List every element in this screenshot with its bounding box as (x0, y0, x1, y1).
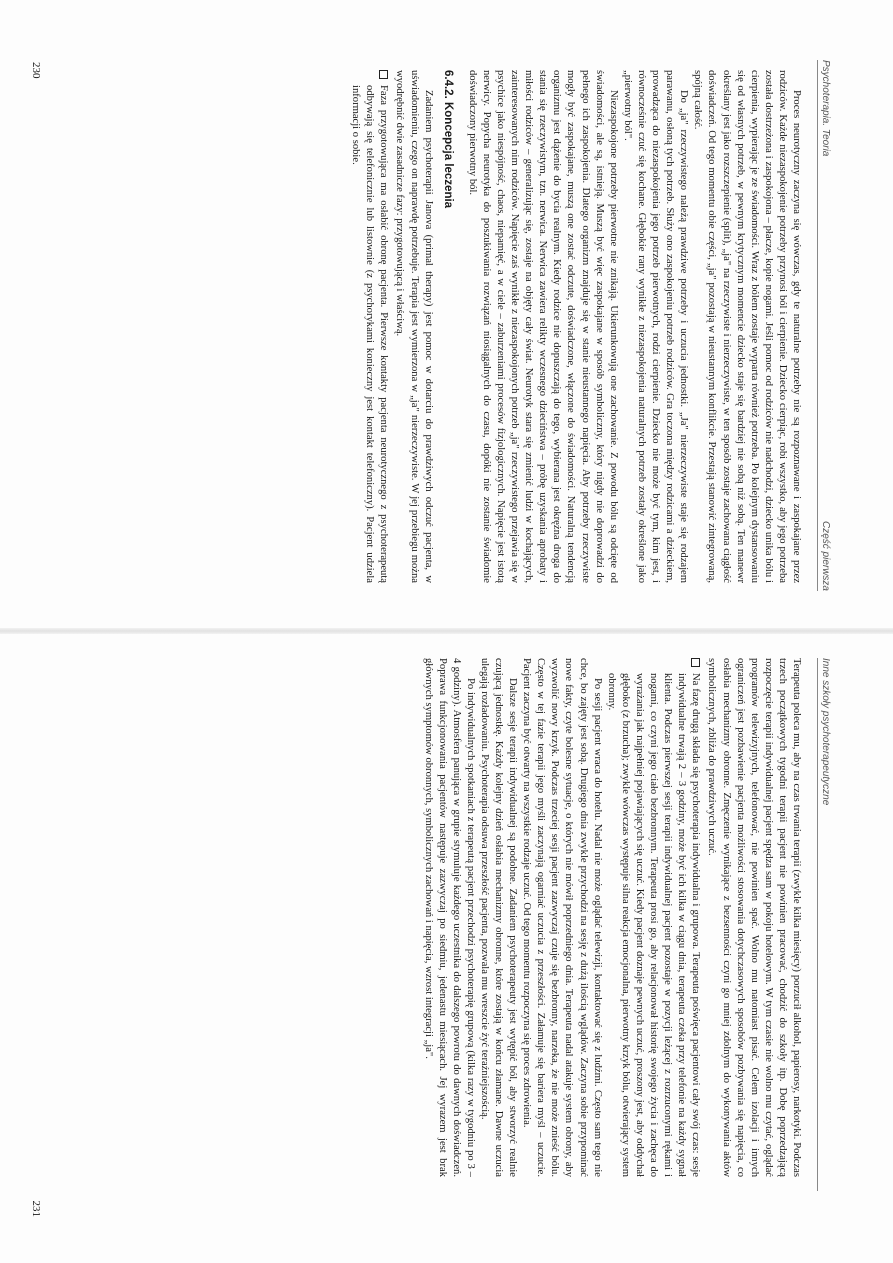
section-heading: 6.4.2. Koncepcja leczenia (441, 70, 454, 209)
running-head (817, 60, 831, 591)
paragraph: Terapeuta poleca mu, aby na czas trwania terapii (zwykle kilka miesięcy) porzucił alkohol, papierosy, narkotyki. Podczas trzech początkowych tygodni terapii pacjent nie powinien pracować, chodzić do szkoły itp. Dobę poprzedzającą rozpoczęcie terapii indywidualnej pacjent spędza sam w pokoju hotelowym. W tym czasie nie wolno mu czytać, oglądać programów telewizyjnych, telefonować, nie powinien spać. Wolno mu natomiast pisać. Celem izolacji i innych ograniczeń jest pozbawienie pacjenta możliwości stosowania dotychczasowych sposobów pozbywania się napięcia, co osłabia mechanizmy obronne. Zmęczenie wynikające z bezsenności czyni go mniej zdolnym do wykonywania aktów symbolicznych, zbliża do prawdziwych uczuć. (706, 658, 802, 1177)
page-body (60, 70, 803, 583)
checkbox-bullet-icon (691, 658, 700, 667)
page-number: 231 (30, 1200, 42, 1217)
running-head-part: Część pierwsza (820, 520, 831, 591)
running-head-title: Psychoterapia. Teoria (820, 60, 831, 157)
right-page (0, 632, 893, 1263)
paragraph: Zadaniem psychoterapii Janova (primal therapy) jest pomoc w dotarciu do prawdziwych odczuć pacjenta, w uświadomieniu, czego on naprawdę potrzebuje. Terapia jest wymierzona w „ja" nierzeczywiste. W jej przebiegu można wyodrębnić dwie zasadnicze fazy: przygotowującą i właściwą. (394, 70, 434, 583)
list-item (604, 658, 703, 1177)
page-body (60, 658, 803, 1177)
paragraph: Do „ja" rzeczywistego należą prawdziwe potrzeby i uczucia jednostki. „Ja" nierzeczywiste staje się rodzajem parawanu, osłoną tych potrzeb. Służy ono zaspokojeniu potrzeb rodziców. Gra toczona między rodzicami a dzieckiem, prowadząca do niezaspokojenia jego potrzeb pierwotnych, rodzi cierpienie. Dziecko nie może być tym, kim jest, i równocześnie czuć się kochane. Głębokie rany wynikłe z niezaspokojenia naturalnych potrzeb zostały określone jako „pierwotny ból". (621, 70, 690, 583)
paragraph: Proces neurotyczny zaczyna się wówczas, gdy te naturalne potrzeby nie są rozpoznawane i zaspokajane przez rodziców. Każde niezaspokojenie potrzeby przynosi ból i cierpienie. Dziecko cierpiąc, robi wszystko, aby jego potrzeba została dostrzeżona i zaspokojona – płacze, kopie nogami. Jeśli pomoc od rodziców nie nadchodzi, dziecko unika bólu i cierpienia, wypierając je ze świadomości. Wraz z bólem zostaje wyparta również potrzeba. Po kolejnym dystansowaniu się od własnych potrzeb, w pewnym krytycznym momencie dziecko staje się bardziej nie sobą niż sobą. Ten manewr określany jest jako rozszczepienie (split), „ja" na rzeczywiste i nierzeczywiste, w ten sposób zostaje zachowana ciągłość doświadczeń. Od tego momentu obie części, „ja" pozostają w nieustannym konflikcie. Przestają stanowić zintegrowaną, spójną całość. (692, 70, 802, 583)
paragraph: Dalsze sesje terapii indywidualnej są podobne. Zadaniem psychoterapeuty jest wytępić ból, aby stworzyć realnie czującą jednostkę. Każdy kolejny dzień osłabia mechanizmy obronne, które zostają w końcu złamane. Dawne uczucia ulegają rozładowaniu. Psychoterapia odsuwa przeszłość pacjenta, pozwala mu wreszcie żyć teraźniejszością. (478, 658, 519, 1177)
checkbox-bullet-icon (379, 70, 388, 79)
list-item-text: Faza przygotowująca ma osłabić obronę pacjenta. Pierwsze kontakty pacjenta neurotycznego z psychoterapeutą odbywają się telefonicznie lub listownie (z psychorykami konieczny jest kontakt telefoniczny). Pacjent udziela informacji o sobie. (350, 85, 390, 583)
left-page (0, 0, 893, 631)
paragraph: Niezaspokojone potrzeby pierwotne nie znikają. Ukierunkowują one zachowanie. Z powodu bólu są odcięte od świadomości, ale są, istnieją. Muszą być więc zaspokajane w sposób symboliczny, który nigdy nie doprowadzi do pełnego ich zaspokojenia. Dlatego organizm znajduje się w stanie nieustannego napięcia. Aby potrzeby rzeczywiste mogły być zaspokajane, muszą one zostać odczute, doświadczone, włączone do świadomości. Naturalną tendencją organizmu jest dążenie do bycia realnym. Kiedy rodzice nie dopuszczają do tego, wybierana jest okrężna droga do stania się rzeczywistym, tzn. nerwica. Nerwica zawiera relikty wczesnego dzieciństwa – próbę uzyskania aprobaty i miłości rodziców – generalizując się, zostaje na objęty cały świat. Neurotyk stara się zmienić ludzi w kochających, zainteresowanych nim rodziców. Napięcie zaś wynikłe z niezaspokojonych potrzeb „ja" rzeczywistego przejawia się w psychice jako niespójność, chaos, niepamięć, a w ciele – zaburzeniami procesów fizjologicznych. Napięcie jest istotą nerwicy. Popycha neurotyka do poszukiwania rozwiązań niosiągalnych do czasu, dopóki nie zostanie świadomie doświadczony pierwotny ból. (466, 70, 619, 583)
paragraph: Po indywidualnych spotkaniach z terapeutą pacjent przechodzi psychoterapię grupową (kilka razy w tygodniu po 3 – 4 godziny). Atmosfera panująca w grupie stymuluje każdego uczestnika do dalszego powrotu do dawnych doświadczeń. Poprawa funkcjonowania pacjentów następuje zazwyczaj po siedmiu, jedenastu miesiącach. Jej wyrazem jest brak głównych symptomów obronnych, symbolicznych zachowań i napięcia, wzrost integracji „ja". (422, 658, 476, 1177)
list-item-text: Na fazę drugą składa się psychoterapia indywidualna i grupowa. Terapeuta poświęca pacjentowi cały swój czas: sesje indywidualne trwają 2 – 3 godziny, może być ich kilka w ciągu dnia, terapeuta czeka przy telefonie na każdy sygnał klienta. Podczas pierwszej sesji terapii indywidualnej pacjent pozostaje w pozycji leżącej z rozrzuconymi rękami i nogami, co czyni jego ciało bezbronnym. Terapeuta prosi go, aby relacjonował historię swojego życia i zachęca do wyrażania jak najpełniej pojawiających się uczuć. Kiedy pacjent doznaje pewnych uczuć, proszony jest, aby oddychał głęboko (z brzucha); zwykle wówczas występuje silna reakcja emocjonalna, pierwotny krzyk bólu, otwierający system obronny. (605, 673, 702, 1177)
paragraph: Po sesji pacjent wraca do hotelu. Nadal nie może oglądać telewizji, kontaktować się z ludźmi. Często sam tego nie chce, bo zajęty jest sobą. Drugiego dnia zwykle przychodzi na sesję z dużą ilością wglądów. Zaczyna sobie przypominać nowe fakty, czyte bolesne sytuacje, o których nie mówił poprzedniego dnia. Terapeuta nadal atakuje system obrony, aby wyzwolić nowy krzyk. Podczas trzeciej sesji pacjent zazwyczaj czuje się bezbronny, narzeka, że nie może znieść bólu. Często w tej fazie terapii jego myśli zaczynają ogarniać uczucia z przeszłości. Załamuje się bariera myśl – uczucie. Pacjent zaczyna być otwarty na wszystkie rodzaje uczuć. Od tego momentu rozpoczyna się proces zdrowienia. (521, 658, 603, 1177)
running-head-title: Inne szkoły psychoterapeutyczne (820, 658, 831, 806)
running-head (817, 658, 831, 1191)
list-item (348, 70, 390, 583)
page-number: 230 (30, 62, 42, 79)
